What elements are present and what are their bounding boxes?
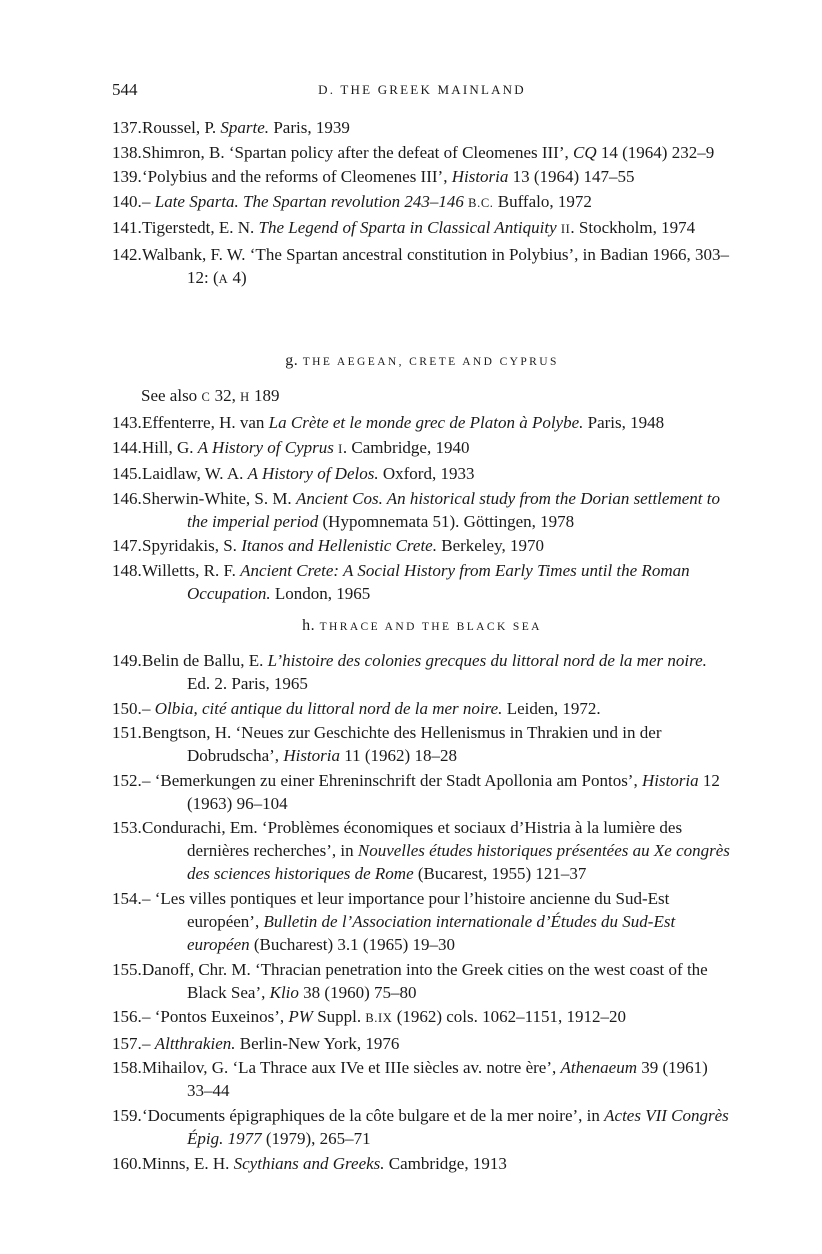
entry-number: 160. xyxy=(112,1153,142,1173)
entry-text: Effenterre, H. van xyxy=(142,413,269,432)
entry-text: Mihailov, G. ‘La Thrace aux IVe et IIIe siècles av. notre ère’, xyxy=(142,1058,561,1078)
entry-body xyxy=(142,699,601,718)
entry-text: ‘Polybius and the reforms of Cleomenes III’, xyxy=(142,167,452,187)
entry-text: 13 (1964) 147–55 xyxy=(508,167,635,187)
bibliography-entry xyxy=(112,243,732,291)
bibliography-entry xyxy=(112,697,732,720)
italic-title: Altthrakien. xyxy=(154,1033,236,1053)
entry-text: . Cambridge, 1940 xyxy=(342,437,470,457)
entry-number: 138. xyxy=(112,142,142,162)
entry-body xyxy=(142,1034,399,1053)
small-caps-text: B.C. xyxy=(468,195,494,210)
entry-number: 152. xyxy=(112,770,142,790)
entry-number: 140. xyxy=(112,191,142,211)
entry-text: Hill, G. xyxy=(142,437,198,457)
entry-text: – xyxy=(142,1033,155,1053)
entry-text: (Bucarest, 1955) 121–37 xyxy=(413,864,587,884)
entry-text: 189 xyxy=(249,386,280,405)
entry-text: Berkeley, 1970 xyxy=(436,536,544,556)
entry-number: 141. xyxy=(112,218,142,238)
entry-body xyxy=(142,489,720,531)
entry-body xyxy=(142,1058,708,1100)
bibliography-entry xyxy=(112,190,732,215)
entry-text: – xyxy=(142,191,155,211)
entry-body xyxy=(142,118,350,137)
bibliography-entry xyxy=(112,1152,732,1175)
entry-number: 154. xyxy=(112,888,142,908)
italic-title: Historia xyxy=(451,167,509,187)
entry-body xyxy=(142,561,690,603)
italic-title: A History of Cyprus xyxy=(197,437,334,457)
entry-number: 155. xyxy=(112,959,142,979)
entry-text: Danoff, Chr. M. ‘Thracian penetration into the Greek cities on the west coast of the Black Sea’, xyxy=(142,959,708,1002)
entry-body xyxy=(142,192,592,211)
bibliography-entry xyxy=(112,1104,732,1150)
section-title: THRACE AND THE BLACK SEA xyxy=(319,621,542,633)
sparta-entries xyxy=(112,116,732,291)
entry-number: 149. xyxy=(112,651,142,670)
bibliography-entry xyxy=(112,165,732,188)
entry-number: 153. xyxy=(112,818,142,838)
entry-text: Buffalo, 1972 xyxy=(493,191,592,211)
entry-text: Suppl. xyxy=(312,1007,366,1027)
entry-text: Belin de Ballu, E. xyxy=(142,651,268,670)
entry-text: Leiden, 1972. xyxy=(502,698,601,718)
italic-title: Actes VII Congrès Épig. 1977 xyxy=(187,1105,729,1148)
italic-title: Scythians and Greeks. xyxy=(233,1153,385,1173)
entry-text: . Stockholm, 1974 xyxy=(570,218,696,238)
entry-body xyxy=(142,723,661,765)
bibliography-entry xyxy=(112,721,732,767)
entry-number: 150. xyxy=(112,698,142,718)
small-caps-text: A xyxy=(218,271,229,286)
entry-number: 158. xyxy=(112,1058,142,1078)
entry-body xyxy=(142,464,474,483)
entry-text: (1962) cols. 1062–1151, 1912–20 xyxy=(392,1007,627,1027)
page-header xyxy=(112,80,732,102)
italic-title: Ancient Cos. An historical study from the Dorian settlement to the imperial period xyxy=(187,488,720,531)
bibliography-entry xyxy=(112,559,732,605)
entry-number: 159. xyxy=(112,1105,142,1125)
entry-text: ‘Documents épigraphiques de la côte bulgare et de la mer noire’, in xyxy=(142,1105,605,1125)
entry-text: Willetts, R. F. xyxy=(142,560,241,580)
section-heading-aegean xyxy=(112,352,732,370)
entry-body xyxy=(142,651,707,693)
italic-title: Sparte. xyxy=(220,118,270,137)
entry-text: Spyridakis, S. xyxy=(142,536,242,556)
running-head: D. THE GREEK MAINLAND xyxy=(318,82,526,97)
entry-text: Sherwin-White, S. M. xyxy=(142,488,296,508)
entry-number: 145. xyxy=(112,464,142,484)
entry-text: 38 (1960) 75–80 xyxy=(298,982,417,1002)
entry-text: Cambridge, 1913 xyxy=(384,1153,507,1173)
entry-text: 39 (1961) 33–44 xyxy=(187,1058,708,1101)
section-letter: g. xyxy=(285,352,299,369)
entry-number: 156. xyxy=(112,1007,142,1027)
page-number: 544 xyxy=(112,80,138,99)
small-caps-text: B.IX xyxy=(365,1011,393,1026)
entry-text: See also xyxy=(141,386,202,405)
entry-text: 4) xyxy=(228,267,247,287)
bibliography-entry xyxy=(112,462,732,485)
entry-text: London, 1965 xyxy=(270,583,371,603)
sparta-section xyxy=(112,116,732,293)
entry-text: Condurachi, Em. ‘Problèmes économiques et sociaux d’Histria à la lumière des dernières recherches’, in xyxy=(142,818,683,861)
entry-text: (Hypomnemata 51). Göttingen, 1978 xyxy=(318,511,575,531)
entry-text: Oxford, 1933 xyxy=(378,464,475,484)
italic-title: Late Sparta. The Spartan revolution 243–146 xyxy=(154,191,464,211)
entry-text: Ed. 2. Paris, 1965 xyxy=(187,674,308,693)
entry-number: 146. xyxy=(112,488,142,508)
entry-number: 143. xyxy=(112,413,142,432)
entry-body xyxy=(142,818,730,883)
section-letter: h. xyxy=(302,617,316,634)
italic-title: Historia xyxy=(283,746,340,766)
entry-number: 139. xyxy=(112,167,142,187)
italic-title: Athenaeum xyxy=(560,1058,637,1078)
entry-number: 144. xyxy=(112,437,142,457)
entry-text: – xyxy=(142,698,155,718)
aegean-section xyxy=(112,352,732,607)
italic-title: Ancient Crete: A Social History from Early Times until the Roman Occupation. xyxy=(187,560,690,603)
entry-number: 137. xyxy=(112,118,142,137)
entry-text: Bengtson, H. ‘Neues zur Geschichte des Hellenismus in Thrakien und in der Dobrudscha’, xyxy=(142,723,662,766)
italic-title: Olbia, cité antique du littoral nord de la mer noire. xyxy=(154,698,503,718)
small-caps-text: C xyxy=(201,390,211,404)
entry-body xyxy=(142,438,469,457)
entry-text: Paris, 1939 xyxy=(269,118,350,137)
bibliography-entry xyxy=(112,141,732,164)
italic-title: La Crète et le monde grec de Platon à Polybe. xyxy=(268,413,584,432)
entry-number: 157. xyxy=(112,1033,142,1053)
italic-title: Itanos and Hellenistic Crete. xyxy=(241,536,437,556)
small-caps-text: I xyxy=(338,441,343,456)
entry-number: 147. xyxy=(112,536,142,556)
italic-title: Bulletin de l’Association internationale d’Études du Sud-Est européen xyxy=(187,911,676,954)
entry-text: 11 (1962) 18–28 xyxy=(340,746,457,766)
entry-body xyxy=(142,889,675,954)
bibliography-entry xyxy=(112,769,732,815)
entry-text: Walbank, F. W. ‘The Spartan ancestral constitution in Polybius’, in Badian 1966, 303–12: ( xyxy=(142,244,729,287)
entry-text: Minns, E. H. xyxy=(142,1153,234,1173)
thrace-section xyxy=(112,617,732,1176)
entry-body xyxy=(142,218,695,237)
italic-title: Nouvelles études historiques présentées au Xe congrès des sciences historiques de Rome xyxy=(187,841,730,884)
bibliography-entry xyxy=(112,534,732,557)
entry-text: Berlin-New York, 1976 xyxy=(235,1033,400,1053)
entry-text: – ‘Pontos Euxeinos’, xyxy=(142,1007,289,1027)
entry-text: (1979), 265–71 xyxy=(261,1128,371,1148)
thrace-entries xyxy=(112,649,732,1175)
italic-title: L’histoire des colonies grecques du littoral nord de la mer noire. xyxy=(267,651,707,670)
bibliography-entry xyxy=(112,436,732,461)
italic-title: The Legend of Sparta in Classical Antiquity xyxy=(258,218,557,238)
bibliography-entry xyxy=(112,411,732,434)
bibliography-entry xyxy=(112,487,732,533)
entry-text: Laidlaw, W. A. xyxy=(142,464,248,484)
italic-title: PW xyxy=(288,1007,313,1027)
italic-title: A History of Delos. xyxy=(247,464,379,484)
entry-body xyxy=(142,771,720,813)
bibliography-entry xyxy=(112,1032,732,1055)
entry-text: (Bucharest) 3.1 (1965) 19–30 xyxy=(249,934,455,954)
entry-body xyxy=(142,167,634,186)
entry-number: 148. xyxy=(112,560,142,580)
bibliography-entry xyxy=(112,816,732,885)
section-heading-thrace xyxy=(112,617,732,635)
italic-title: CQ xyxy=(573,142,597,162)
bibliography-entry xyxy=(112,116,732,139)
entry-body xyxy=(142,536,544,555)
aegean-entries xyxy=(112,411,732,605)
entry-body xyxy=(142,143,714,162)
small-caps-text: II xyxy=(560,222,571,237)
entry-text: Tigerstedt, E. N. xyxy=(142,218,259,238)
entry-text: Paris, 1948 xyxy=(583,413,665,432)
entry-text: 12 (1963) 96–104 xyxy=(187,770,720,813)
bibliography-entry xyxy=(112,887,732,956)
entry-text: – ‘Les villes pontiques et leur importance pour l’histoire ancienne du Sud-Est européen’, xyxy=(142,888,670,931)
entry-body xyxy=(142,1007,626,1026)
entry-body xyxy=(142,245,729,287)
italic-title: Klio xyxy=(269,982,299,1002)
entry-text: – ‘Bemerkungen zu einer Ehreninschrift der Stadt Apollonia am Pontos’, xyxy=(142,770,642,790)
bibliography-entry xyxy=(112,649,732,695)
entry-body xyxy=(142,1106,729,1148)
entry-text: 32, xyxy=(210,386,241,405)
entry-text: Roussel, P. xyxy=(142,118,221,137)
bibliography-entry xyxy=(112,1056,732,1102)
bibliography-entry xyxy=(112,216,732,241)
entry-number: 142. xyxy=(112,244,142,264)
entry-text: Shimron, B. ‘Spartan policy after the defeat of Cleomenes III’, xyxy=(142,142,574,162)
bibliography-entry xyxy=(112,1005,732,1030)
entry-body xyxy=(142,413,664,432)
bibliography-entry xyxy=(112,958,732,1004)
entry-body xyxy=(142,960,708,1002)
small-caps-text: H xyxy=(240,390,250,404)
entry-body xyxy=(142,1154,507,1173)
entry-text: 14 (1964) 232–9 xyxy=(596,142,715,162)
italic-title: Historia xyxy=(641,770,699,790)
see-also-note xyxy=(141,384,732,409)
section-title: THE AEGEAN, CRETE AND CYPRUS xyxy=(302,356,559,368)
entry-number: 151. xyxy=(112,723,142,743)
